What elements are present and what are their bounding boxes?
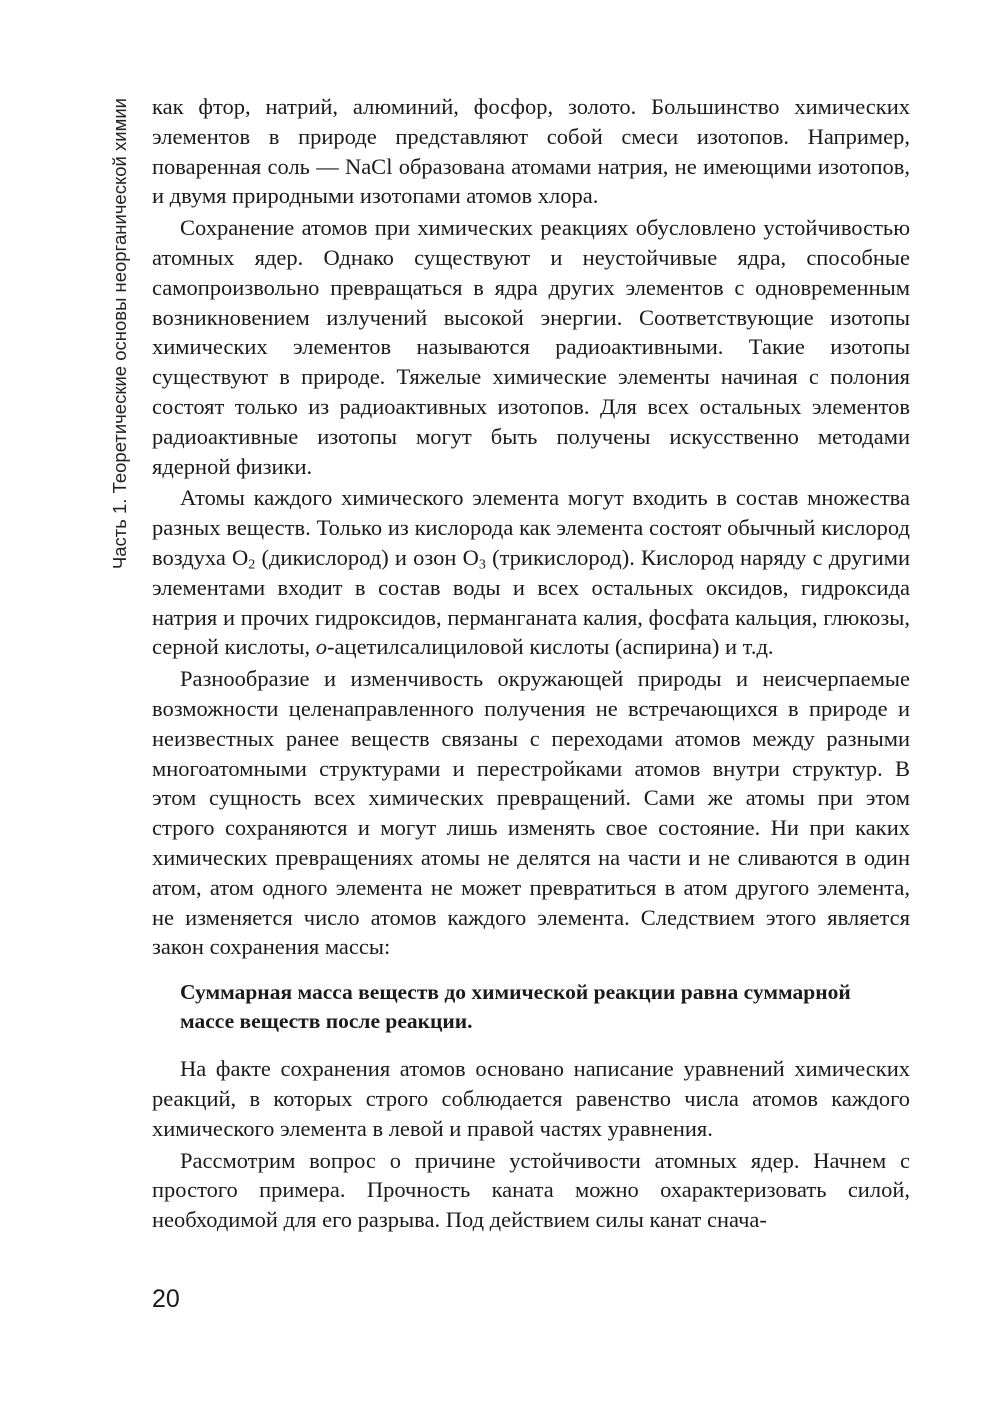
paragraph-4: Разнообразие и изменчивость окружающей природы и неисчерпаемые возможности целенаправленного получения не встречающихся в природе и неизвестных ранее веществ связаны с переходами атомов между разными многоатомными структурами и перестройками атомов внутри структур. В этом сущность всех химических превращений. Сами же атомы при этом строго сохраняются и могут лишь изменять свое состояние. Ни при каких химических превращениях атомы не делятся на части и не сливаются в один атом, атом одного элемента не может превратиться в атом другого элемента, не изменяется число атомов каждого элемента. Следствием этого является закон сохранения массы: [152, 666, 910, 960]
page-body [152, 92, 910, 1235]
subscript-o3: 3 [478, 557, 486, 573]
paragraph-1: как фтор, натрий, алюминий, фосфор, золото. Большинство химических элементов в природе представляют собой смеси изотопов. Например, поваренная соль — NaCl образована атомами натрия, не имеющими изотопов, и двумя природными изотопами атомов хлора. [152, 94, 910, 209]
paragraph-3-part-a: Атомы каждого химического элемента могут входить в состав множества разных веществ. Только из кислорода как элемента состоят обычный кислород воздуха O [152, 485, 910, 570]
paragraph-3-part-b: (дикислород) и озон O [255, 544, 479, 570]
paragraph-3-part-c: (трикислород). Кислород наряду с другими элементами входит в состав воды и всех остальных оксидов, гидроксида натрия и прочих гидроксидов, перманганата калия, фосфата кальция, глюкозы, серной кислоты, [152, 544, 910, 660]
paragraph-6: Рассмотрим вопрос о причине устойчивости атомных ядер. Начнем с простого примера. Прочность каната можно охарактеризовать силой, необходимой для его разрыва. Под действием силы канат снача- [152, 1147, 910, 1233]
paragraph-2: Сохранение атомов при химических реакциях обусловлено устойчивостью атомных ядер. Однако существуют и неустойчивые ядра, способные самопроизвольно превращаться в ядра других элементов с одновременным возникновением излучений высокой энергии. Соответствующие изотопы химических элементов называются радиоактивными. Такие изотопы существуют в природе. Тяжелые химические элементы начиная с полония состоят только из радиоактивных изотопов. Для всех остальных элементов радиоактивные изотопы могут быть получены искусственно методами ядерной физики. [152, 215, 910, 479]
ortho-prefix: о [315, 634, 328, 660]
subscript-o2: 2 [248, 557, 256, 573]
running-header: Часть 1. Теоретические основы неорганической химии [109, 98, 130, 570]
paragraph-3-part-d: -ацетилсалициловой кислоты (аспирина) и т.д. [327, 634, 774, 660]
conservation-law-statement: Суммарная масса веществ до химической реакции равна суммарной массе веществ после реакции. [180, 980, 851, 1034]
page-number: 20 [152, 1285, 180, 1313]
paragraph-5: На факте сохранения атомов основано написание уравнений химических реакций, в которых строго соблюдается равенство числа атомов каждого химического элемента в левой и правой частях уравнения. [152, 1056, 910, 1141]
paragraph-3 [152, 483, 910, 662]
